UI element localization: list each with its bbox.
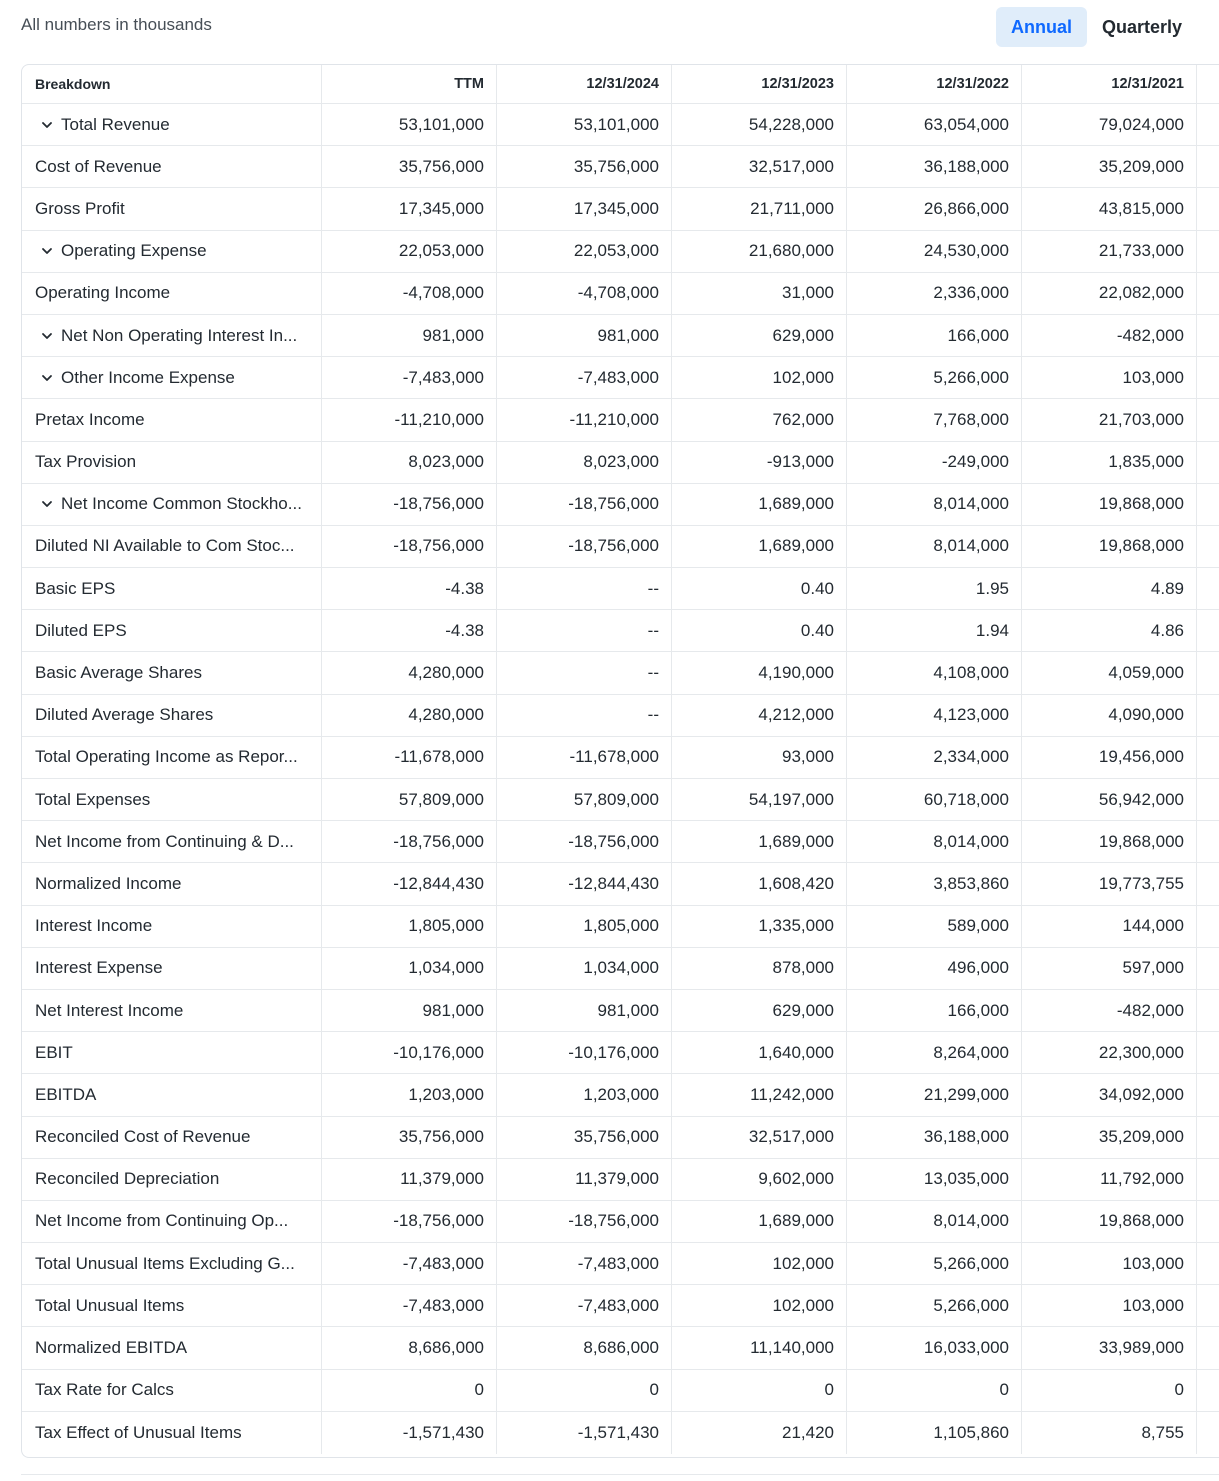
row-label: Diluted NI Available to Com Stoc... (35, 536, 295, 556)
value-cell: 1,640,000 (672, 1032, 847, 1073)
row-label-cell (22, 188, 322, 229)
value-cell: 4,212,000 (672, 695, 847, 736)
value-cell: 102,000 (672, 357, 847, 398)
value-cell: 1,608,420 (672, 863, 847, 904)
value-cell: 102,000 (672, 1243, 847, 1284)
table-row (22, 104, 1219, 146)
value-cell: 8,014,000 (847, 821, 1022, 862)
value-cell: 1,689,000 (672, 1201, 847, 1242)
value-cell: 981,000 (322, 990, 497, 1031)
value-cell: 7,768,000 (847, 399, 1022, 440)
value-cell: 102,000 (672, 1285, 847, 1326)
row-label: Gross Profit (35, 198, 125, 218)
financials-table (21, 64, 1219, 1458)
row-label-cell (22, 906, 322, 947)
value-cell: -4.38 (322, 610, 497, 651)
column-header-2021: 12/31/2021 (1022, 65, 1197, 103)
value-cell: 11,379,000 (322, 1159, 497, 1200)
value-cell: 21,711,000 (672, 188, 847, 229)
value-cell: 981,000 (497, 990, 672, 1031)
value-cell: 19,868,000 (1022, 1201, 1197, 1242)
row-label-cell (22, 568, 322, 609)
value-cell: 496,000 (847, 948, 1022, 989)
value-cell: -7,483,000 (322, 357, 497, 398)
row-label: Diluted Average Shares (35, 705, 214, 725)
value-cell: 1,203,000 (497, 1074, 672, 1115)
value-cell: 9,602,000 (672, 1159, 847, 1200)
value-cell: 60,718,000 (847, 779, 1022, 820)
table-row (22, 231, 1219, 273)
row-label-cell (22, 737, 322, 778)
value-cell: -7,483,000 (497, 1243, 672, 1284)
chevron-down-icon[interactable] (39, 370, 55, 386)
value-cell: 93,000 (672, 737, 847, 778)
value-cell: 4,280,000 (322, 695, 497, 736)
value-cell: 4,059,000 (1022, 652, 1197, 693)
value-cell: 4,090,000 (1022, 695, 1197, 736)
table-header (22, 65, 1219, 104)
value-cell: 629,000 (672, 315, 847, 356)
value-cell: 36,188,000 (847, 146, 1022, 187)
value-cell: -18,756,000 (322, 526, 497, 567)
chevron-down-icon[interactable] (39, 243, 55, 259)
row-label-cell[interactable] (22, 357, 322, 398)
table-row (22, 863, 1219, 905)
value-cell: -1,571,430 (322, 1412, 497, 1454)
value-cell: 1,203,000 (322, 1074, 497, 1115)
value-cell: 17,345,000 (497, 188, 672, 229)
value-cell: 35,756,000 (497, 1117, 672, 1158)
value-cell: -482,000 (1022, 315, 1197, 356)
table-row (22, 990, 1219, 1032)
value-cell: 43,815,000 (1022, 188, 1197, 229)
value-cell: 22,300,000 (1022, 1032, 1197, 1073)
value-cell: 0.40 (672, 610, 847, 651)
table-row (22, 1159, 1219, 1201)
row-label-cell (22, 1117, 322, 1158)
value-cell: 1,105,860 (847, 1412, 1022, 1454)
value-cell: -7,483,000 (322, 1285, 497, 1326)
value-cell: 26,866,000 (847, 188, 1022, 229)
row-label: Interest Expense (35, 958, 163, 978)
value-cell: 629,000 (672, 990, 847, 1031)
row-label-cell (22, 1412, 322, 1454)
value-cell: 35,209,000 (1022, 146, 1197, 187)
value-cell: -11,678,000 (497, 737, 672, 778)
row-label: EBITDA (35, 1084, 97, 1104)
value-cell: 8,264,000 (847, 1032, 1022, 1073)
value-cell: 2,334,000 (847, 737, 1022, 778)
row-label-cell (22, 1327, 322, 1368)
value-cell: -18,756,000 (497, 484, 672, 525)
table-row (22, 315, 1219, 357)
value-cell: 0 (497, 1370, 672, 1411)
value-cell: 8,023,000 (497, 442, 672, 483)
row-label-cell (22, 399, 322, 440)
value-cell: 5,266,000 (847, 357, 1022, 398)
table-row (22, 821, 1219, 863)
row-label: Tax Effect of Unusual Items (35, 1422, 242, 1442)
table-row (22, 273, 1219, 315)
value-cell: -- (497, 652, 672, 693)
value-cell: -4,708,000 (322, 273, 497, 314)
row-label-cell (22, 863, 322, 904)
value-cell: -4,708,000 (497, 273, 672, 314)
row-label-cell (22, 1074, 322, 1115)
value-cell: 19,456,000 (1022, 737, 1197, 778)
value-cell: -18,756,000 (497, 526, 672, 567)
value-cell: 4,123,000 (847, 695, 1022, 736)
row-label: Reconciled Cost of Revenue (35, 1127, 251, 1147)
table-row (22, 652, 1219, 694)
row-label-cell (22, 273, 322, 314)
table-row (22, 695, 1219, 737)
table-row (22, 610, 1219, 652)
value-cell: 144,000 (1022, 906, 1197, 947)
table-row (22, 948, 1219, 990)
value-cell: -18,756,000 (322, 821, 497, 862)
row-label: Total Expenses (35, 789, 151, 809)
value-cell: 103,000 (1022, 1285, 1197, 1326)
value-cell: -18,756,000 (322, 1201, 497, 1242)
table-row (22, 1074, 1219, 1116)
row-label-cell (22, 990, 322, 1031)
value-cell: 54,197,000 (672, 779, 847, 820)
value-cell: 4.86 (1022, 610, 1197, 651)
row-label-cell (22, 779, 322, 820)
value-cell: 1.95 (847, 568, 1022, 609)
value-cell: 8,686,000 (497, 1327, 672, 1368)
value-cell: 53,101,000 (497, 104, 672, 145)
value-cell: 57,809,000 (322, 779, 497, 820)
value-cell: -18,756,000 (322, 484, 497, 525)
value-cell: 8,014,000 (847, 526, 1022, 567)
row-label: Basic EPS (35, 578, 116, 598)
row-label-cell (22, 1032, 322, 1073)
value-cell: 4,190,000 (672, 652, 847, 693)
value-cell: 21,680,000 (672, 231, 847, 272)
row-label: Total Operating Income as Repor... (35, 747, 298, 767)
row-label: Diluted EPS (35, 620, 127, 640)
row-label-cell (22, 526, 322, 567)
value-cell: 0 (847, 1370, 1022, 1411)
value-cell: 1,689,000 (672, 526, 847, 567)
value-cell: 19,868,000 (1022, 526, 1197, 567)
value-cell: -18,756,000 (497, 1201, 672, 1242)
value-cell: 17,345,000 (322, 188, 497, 229)
divider (21, 1474, 1219, 1475)
value-cell: 79,024,000 (1022, 104, 1197, 145)
row-label-cell[interactable] (22, 231, 322, 272)
value-cell: 13,035,000 (847, 1159, 1022, 1200)
row-label: Reconciled Depreciation (35, 1169, 220, 1189)
table-row (22, 484, 1219, 526)
value-cell: 21,733,000 (1022, 231, 1197, 272)
table-row (22, 188, 1219, 230)
table-row (22, 1032, 1219, 1074)
value-cell: 16,033,000 (847, 1327, 1022, 1368)
column-header-2023: 12/31/2023 (672, 65, 847, 103)
row-label: Normalized EBITDA (35, 1338, 188, 1358)
row-label: Operating Income (35, 283, 171, 303)
value-cell: 8,686,000 (322, 1327, 497, 1368)
table-row (22, 1285, 1219, 1327)
value-cell: 21,420 (672, 1412, 847, 1454)
value-cell: 11,379,000 (497, 1159, 672, 1200)
row-label-cell (22, 442, 322, 483)
value-cell: 19,868,000 (1022, 821, 1197, 862)
value-cell: 36,188,000 (847, 1117, 1022, 1158)
value-cell: -- (497, 610, 672, 651)
row-label-cell (22, 948, 322, 989)
column-header-breakdown: Breakdown (22, 65, 322, 103)
value-cell: 1,805,000 (322, 906, 497, 947)
value-cell: -7,483,000 (497, 1285, 672, 1326)
table-row (22, 442, 1219, 484)
value-cell: -482,000 (1022, 990, 1197, 1031)
value-cell: 11,140,000 (672, 1327, 847, 1368)
value-cell: 35,209,000 (1022, 1117, 1197, 1158)
value-cell: 1,335,000 (672, 906, 847, 947)
value-cell: 5,266,000 (847, 1285, 1022, 1326)
value-cell: 35,756,000 (322, 1117, 497, 1158)
table-row (22, 906, 1219, 948)
value-cell: 19,773,755 (1022, 863, 1197, 904)
value-cell: 57,809,000 (497, 779, 672, 820)
row-label-cell[interactable] (22, 104, 322, 145)
row-label: Net Non Operating Interest In... (61, 325, 298, 345)
value-cell: 1,689,000 (672, 821, 847, 862)
value-cell: -7,483,000 (497, 357, 672, 398)
value-cell: 1,835,000 (1022, 442, 1197, 483)
table-row (22, 1412, 1219, 1454)
value-cell: -10,176,000 (322, 1032, 497, 1073)
value-cell: 1,034,000 (322, 948, 497, 989)
chevron-down-icon[interactable] (39, 496, 55, 512)
value-cell: -4.38 (322, 568, 497, 609)
row-label-cell (22, 1285, 322, 1326)
row-label-cell (22, 1243, 322, 1284)
value-cell: 166,000 (847, 990, 1022, 1031)
value-cell: 4,280,000 (322, 652, 497, 693)
row-label: Pretax Income (35, 409, 145, 429)
value-cell: 8,023,000 (322, 442, 497, 483)
value-cell: 56,942,000 (1022, 779, 1197, 820)
value-cell: 8,014,000 (847, 1201, 1022, 1242)
table-row (22, 1370, 1219, 1412)
row-label: Basic Average Shares (35, 663, 202, 683)
value-cell: -249,000 (847, 442, 1022, 483)
value-cell: 8,755 (1022, 1412, 1197, 1454)
top-bar (0, 0, 1219, 56)
column-header-ttm: TTM (322, 65, 497, 103)
annual-button[interactable]: Annual (996, 7, 1087, 47)
value-cell: 33,989,000 (1022, 1327, 1197, 1368)
row-label: Total Unusual Items Excluding G... (35, 1253, 295, 1273)
row-label: EBIT (35, 1042, 73, 1062)
row-label: Net Income Common Stockho... (61, 494, 302, 514)
value-cell: 54,228,000 (672, 104, 847, 145)
value-cell: 21,703,000 (1022, 399, 1197, 440)
row-label-cell (22, 1159, 322, 1200)
value-cell: 11,242,000 (672, 1074, 847, 1115)
value-cell: 0 (322, 1370, 497, 1411)
row-label: Other Income Expense (61, 367, 235, 387)
row-label: Cost of Revenue (35, 156, 162, 176)
value-cell: 32,517,000 (672, 146, 847, 187)
value-cell: 22,053,000 (322, 231, 497, 272)
row-label-cell (22, 1370, 322, 1411)
value-cell: 35,756,000 (322, 146, 497, 187)
row-label: Net Income from Continuing Op... (35, 1211, 289, 1231)
value-cell: -18,756,000 (497, 821, 672, 862)
value-cell: 878,000 (672, 948, 847, 989)
row-label: Tax Provision (35, 452, 137, 472)
value-cell: 24,530,000 (847, 231, 1022, 272)
units-note: All numbers in thousands (21, 15, 212, 34)
row-label: Normalized Income (35, 873, 182, 893)
value-cell: 8,014,000 (847, 484, 1022, 525)
row-label: Total Revenue (61, 114, 170, 134)
value-cell: -913,000 (672, 442, 847, 483)
row-label-cell[interactable] (22, 484, 322, 525)
row-label-cell (22, 652, 322, 693)
column-header-2024: 12/31/2024 (497, 65, 672, 103)
table-row (22, 146, 1219, 188)
value-cell: -12,844,430 (497, 863, 672, 904)
table-row (22, 737, 1219, 779)
value-cell: 762,000 (672, 399, 847, 440)
value-cell: -11,210,000 (322, 399, 497, 440)
value-cell: 22,082,000 (1022, 273, 1197, 314)
value-cell: 2,336,000 (847, 273, 1022, 314)
table-row (22, 1117, 1219, 1159)
value-cell: -11,210,000 (497, 399, 672, 440)
value-cell: 103,000 (1022, 357, 1197, 398)
value-cell: 22,053,000 (497, 231, 672, 272)
value-cell: 0 (672, 1370, 847, 1411)
table-row (22, 568, 1219, 610)
value-cell: 103,000 (1022, 1243, 1197, 1284)
row-label-cell (22, 695, 322, 736)
value-cell: 5,266,000 (847, 1243, 1022, 1284)
value-cell: 35,756,000 (497, 146, 672, 187)
row-label: Total Unusual Items (35, 1295, 185, 1315)
value-cell: -7,483,000 (322, 1243, 497, 1284)
value-cell: 0.40 (672, 568, 847, 609)
value-cell: 53,101,000 (322, 104, 497, 145)
value-cell: 11,792,000 (1022, 1159, 1197, 1200)
period-toggle (996, 7, 1197, 47)
row-label: Tax Rate for Calcs (35, 1380, 174, 1400)
value-cell: 166,000 (847, 315, 1022, 356)
chevron-down-icon[interactable] (39, 117, 55, 133)
value-cell: 32,517,000 (672, 1117, 847, 1158)
value-cell: -1,571,430 (497, 1412, 672, 1454)
value-cell: -10,176,000 (497, 1032, 672, 1073)
value-cell: -- (497, 568, 672, 609)
row-label: Net Interest Income (35, 1000, 184, 1020)
value-cell: 981,000 (322, 315, 497, 356)
table-row (22, 779, 1219, 821)
chevron-down-icon[interactable] (39, 328, 55, 344)
value-cell: -- (497, 695, 672, 736)
value-cell: 1.94 (847, 610, 1022, 651)
value-cell: -11,678,000 (322, 737, 497, 778)
value-cell: 1,034,000 (497, 948, 672, 989)
row-label: Net Income from Continuing & D... (35, 831, 294, 851)
value-cell: 0 (1022, 1370, 1197, 1411)
row-label-cell (22, 1201, 322, 1242)
value-cell: 31,000 (672, 273, 847, 314)
value-cell: 34,092,000 (1022, 1074, 1197, 1115)
row-label-cell (22, 146, 322, 187)
value-cell: 597,000 (1022, 948, 1197, 989)
value-cell: 1,689,000 (672, 484, 847, 525)
value-cell: 4.89 (1022, 568, 1197, 609)
value-cell: 21,299,000 (847, 1074, 1022, 1115)
row-label-cell (22, 610, 322, 651)
value-cell: 981,000 (497, 315, 672, 356)
table-row (22, 357, 1219, 399)
table-row (22, 399, 1219, 441)
table-row (22, 526, 1219, 568)
value-cell: 4,108,000 (847, 652, 1022, 693)
table-row (22, 1243, 1219, 1285)
table-row (22, 1327, 1219, 1369)
value-cell: 3,853,860 (847, 863, 1022, 904)
value-cell: -12,844,430 (322, 863, 497, 904)
row-label-cell[interactable] (22, 315, 322, 356)
row-label-cell (22, 821, 322, 862)
quarterly-button[interactable]: Quarterly (1102, 17, 1183, 37)
column-header-2022: 12/31/2022 (847, 65, 1022, 103)
value-cell: 1,805,000 (497, 906, 672, 947)
value-cell: 63,054,000 (847, 104, 1022, 145)
value-cell: 589,000 (847, 906, 1022, 947)
table-body (22, 104, 1219, 1454)
row-label: Interest Income (35, 916, 153, 936)
table-row (22, 1201, 1219, 1243)
row-label: Operating Expense (61, 241, 207, 261)
value-cell: 19,868,000 (1022, 484, 1197, 525)
